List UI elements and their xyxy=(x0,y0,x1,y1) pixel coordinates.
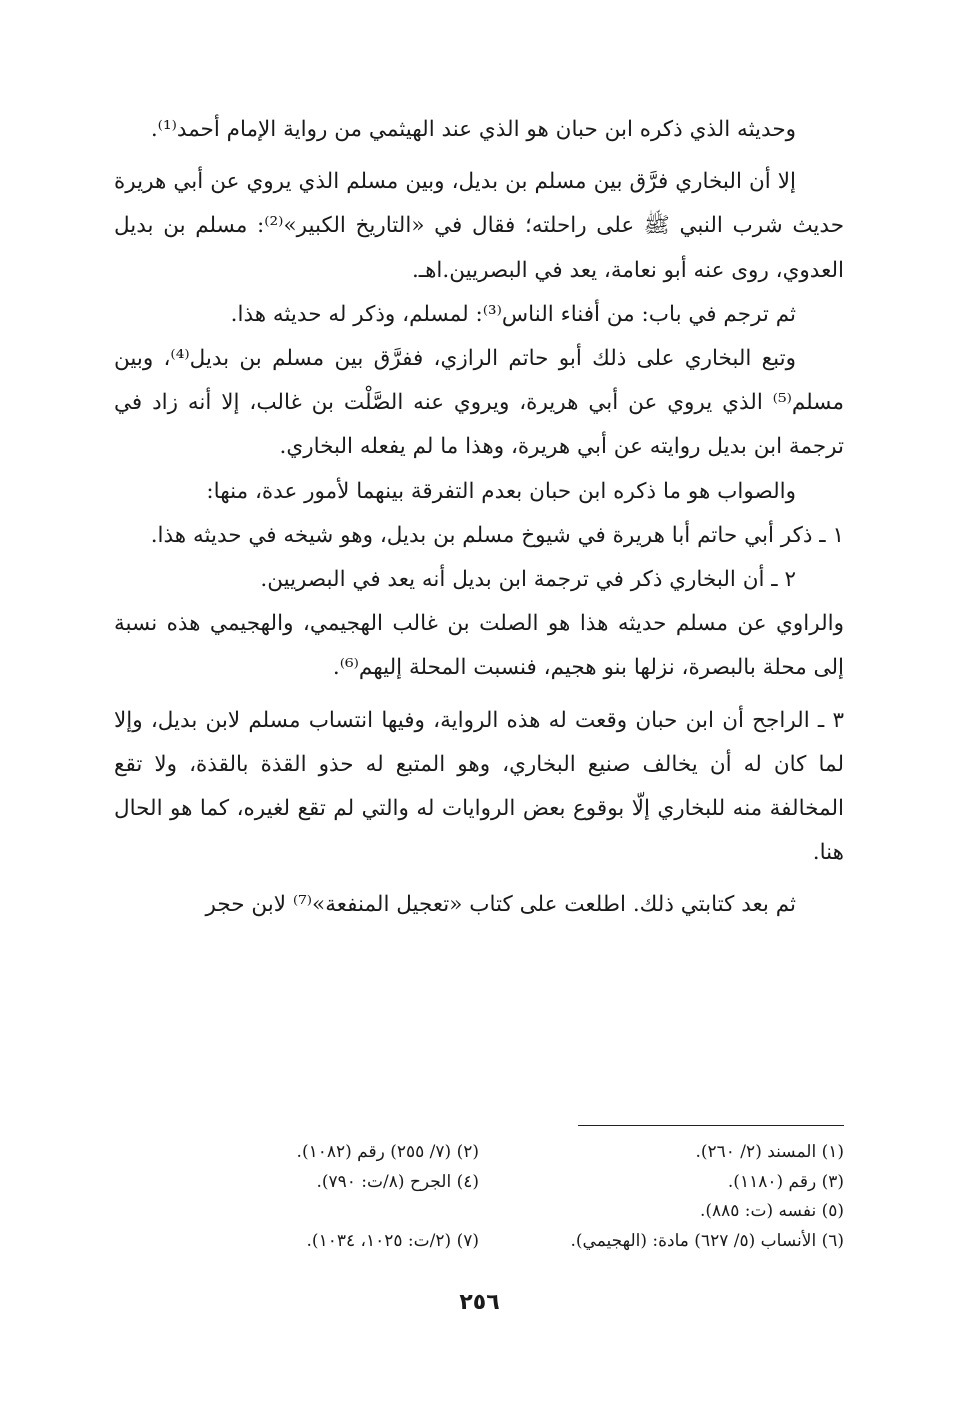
footnote-empty xyxy=(114,1197,479,1227)
footnote-row xyxy=(114,1138,844,1168)
paragraph-5: والصواب هو ما ذكره ابن حبان بعدم التفرقة بينهما لأمور عدة، منها: xyxy=(206,478,796,504)
paragraph-8: والراوي عن مسلم حديثه هذا هو الصلت بن غالب الهجيمي، والهجيمي هذه نسبة إلى محلة بالبصرة، نزلها بنو هجيم، فنسبت المحلة إليهم⁽⁶⁾. xyxy=(114,611,844,681)
page-number: ٢٥٦ xyxy=(459,1290,500,1315)
footnote-row xyxy=(114,1168,844,1198)
main-text xyxy=(114,108,844,928)
footnote-4: (٤) الجرح (٨/ت: ٧٩٠). xyxy=(316,1171,479,1192)
paragraph-1: وحديثه الذي ذكره ابن حبان هو الذي عند الهيثمي من رواية الإمام أحمد⁽¹⁾. xyxy=(150,117,796,142)
footnotes xyxy=(114,1138,844,1256)
paragraph-7: ٢ ـ أن البخاري ذكر في ترجمة ابن بديل أنه يعد في البصريين. xyxy=(260,567,796,593)
paragraph-3: ثم ترجم في باب: من أفناء الناس⁽³⁾: لمسلم، وذكر له حديثه هذا. xyxy=(230,301,796,327)
footnote-6: (٦) الأنساب (٥/ ٦٢٧) مادة: (الهجيمي). xyxy=(570,1230,844,1251)
paragraph-2: إلا أن البخاري فرَّق بين مسلم بن بديل، وبين مسلم الذي يروي عن أبي هريرة حديث شرب النبي ﷺ على راحلته؛ فقال في «التاريخ الكبير»⁽²⁾: مسلم بن بديل العدوي، روى عنه أبو نعامة، يعد في البصريين.اهـ. xyxy=(114,169,844,283)
footnote-row xyxy=(114,1227,844,1257)
footnote-1: (١) المسند (٢/ ٢٦٠). xyxy=(695,1142,844,1162)
paragraph-9: ٣ ـ الراجح أن ابن حبان وقعت له هذه الرواية، وفيها انتساب مسلم لابن بديل، وإلا لما كان له أن يخالف صنيع البخاري، وهو المتبع له حذو القذة بالقذة، ولا تقع المخالفة منه للبخاري إلّا بوقوع بعض الروايات له والتي لم تقع لغيره، كما هو الحال هنا. xyxy=(114,707,844,866)
paragraph-10: ثم بعد كتابتي ذلك. اطلعت على كتاب «تعجيل المنفعة»⁽⁷⁾ لابن حجر xyxy=(205,892,796,918)
footnote-7: (٧) (٢/ت: ١٠٢٥، ١٠٣٤). xyxy=(306,1230,479,1251)
footnote-2: (٢) (٧/ ٢٥٥) رقم (١٠٨٢). xyxy=(296,1142,479,1162)
footnote-row xyxy=(114,1197,844,1227)
paragraph-6: ١ ـ ذكر أبي حاتم أبا هريرة في شيوخ مسلم بن بديل، وهو شيخه في حديثه هذا. xyxy=(150,522,844,548)
footnote-3: (٣) رقم (١١٨٠). xyxy=(727,1171,844,1192)
footnote-separator xyxy=(578,1125,844,1126)
paragraph-4: وتبع البخاري على ذلك أبو حاتم الرازي، ففرَّق بين مسلم بن بديل⁽⁴⁾، وبين مسلم⁽⁵⁾ الذي يروي عن أبي هريرة، ويروي عنه الصَّلْت بن غالب، إلا أنه زاد في ترجمة ابن بديل روايته عن أبي هريرة، وهذا ما لم يفعله البخاري. xyxy=(114,346,844,460)
footnote-5: (٥) نفسه (ت: ٨٨٥). xyxy=(699,1201,844,1221)
